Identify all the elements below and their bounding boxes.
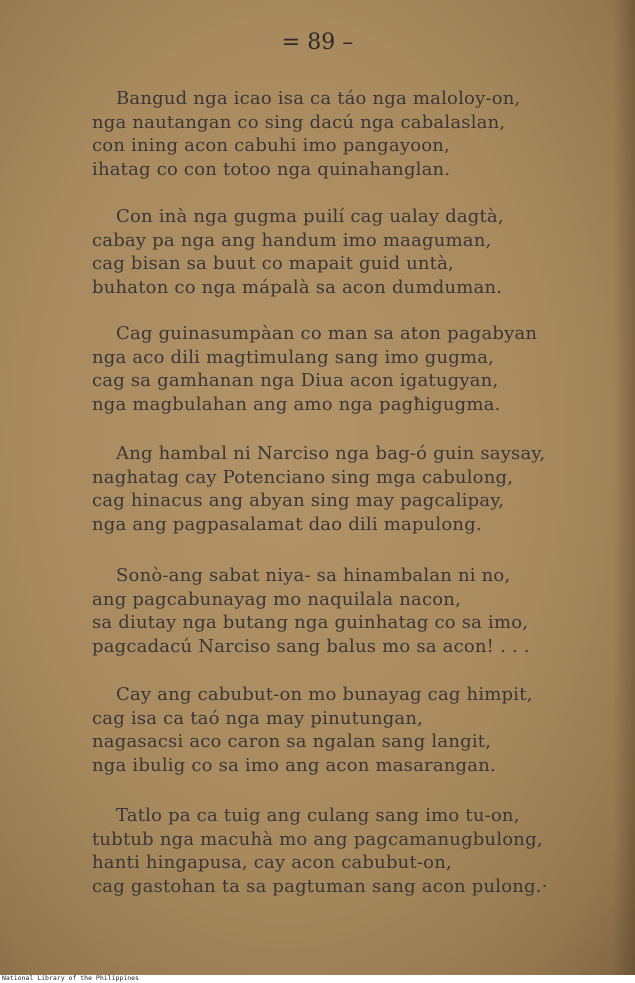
verse-line: Con inà nga gugma puilí cag ualay dagtà, (116, 206, 504, 227)
verse-line: nagasacsi aco caron sa ngalan sang langit, (92, 731, 492, 752)
verse-line: Cay ang cabubut-on mo bunayag cag himpit, (116, 684, 533, 705)
stanza-5 (92, 564, 612, 658)
verse-line: nga magbulahan ang amo nga pagħigugma. (92, 393, 501, 415)
verse-line: naghatag cay Potenciano sing mga cabulong, (92, 466, 514, 488)
verse-line: ang pagcabunayag mo naquilala nacon, (92, 588, 462, 610)
verse-line: cag gastohan ta sa pagtuman sang acon pulong.· (92, 875, 548, 897)
verse-line: pagcadacú Narciso sang balus mo sa acon! . . . (92, 635, 530, 657)
stanza-7 (92, 804, 612, 898)
verse-line: cag isa ca taó nga may pinutungan, (92, 707, 424, 729)
verse-line: cag hinacus ang abyan sing may pagcalipay, (92, 490, 505, 511)
verse-line: sa diutay nga butang nga guinhatag co sa imo, (92, 612, 529, 633)
page-spine-shadow (613, 0, 635, 975)
verse-line: nga nautangan co sing dacú nga cabalaslan, (92, 111, 506, 133)
verse-line: cag sa gamhanan nga Diua acon igatugyan, (92, 370, 499, 391)
scan-footer (0, 975, 635, 983)
verse-line: Sonò-ang sabat niya- sa hinambalan ni no, (116, 565, 511, 586)
stanza-6 (92, 683, 612, 777)
verse-line: ihatag co con totoo nga quinahanglan. (92, 158, 451, 180)
verse-line: cabay pa nga ang handum imo maaguman, (92, 229, 492, 251)
footer-credit: National Library of the Philippines (2, 974, 139, 982)
verse-line: buhaton co nga mápalà sa acon dumduman. (92, 276, 503, 298)
verse-line: Cag guinasumpàan co man sa aton pagabyan (116, 323, 538, 344)
verse-line: nga ang pagpasalamat dao dili mapulong. (92, 513, 482, 535)
stanza-4 (92, 442, 612, 536)
page-number: = 89 – (281, 30, 354, 55)
verse-line: Bangud nga icao isa ca táo nga maloloy-on, (116, 88, 521, 109)
verse-line: cag bisan sa buut co mapait guid untà, (92, 253, 454, 274)
verse-line: nga aco dili magtimulang sang imo gugma, (92, 346, 495, 368)
verse-line: nga ibulig co sa imo ang acon masarangan. (92, 754, 496, 776)
stanza-2 (92, 205, 612, 299)
verse-line: con ining acon cabuhi imo pangayoon, (92, 135, 450, 156)
verse-line: Tatlo pa ca tuig ang culang sang imo tu-on, (116, 805, 520, 826)
verse-line: hanti hingapusa, cay acon cabubut-on, (92, 852, 452, 873)
stanza-3 (92, 322, 612, 416)
verse-line: Ang hambal ni Narciso nga bag-ó guin saysay, (116, 443, 546, 464)
verse-line: tubtub nga macuhà mo ang pagcamanugbulong, (92, 828, 543, 850)
stanza-1 (92, 87, 612, 181)
